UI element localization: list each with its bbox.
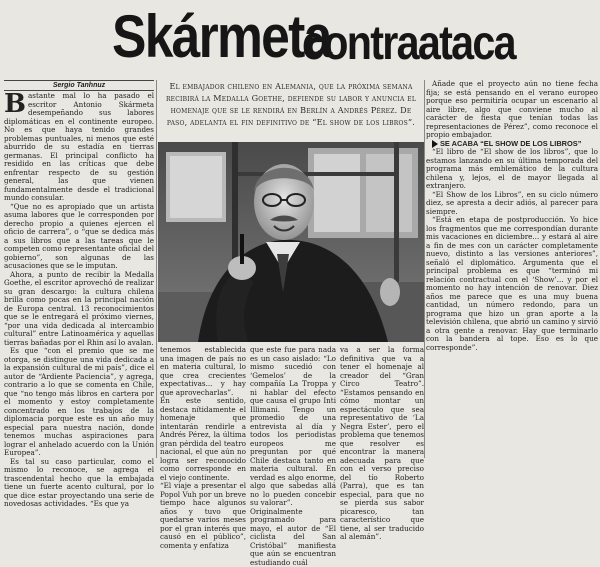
article-column-bottom-3: va a ser la forma definitiva que va a tener el homenaje al creador del “Gran Circo Teatro”. “Estamos pensando en cómo montar un espectáculo que sea representativo de ‘La Negra Ester’, pero el problema que tenemos que resolver es encontrar la manera adecuada para que con el verso preciso del tío Roberto (Parra), que es tan especial, para que no se pierda sus sabor picaresco, tan característico que tiene, al ser traducido al alemán”. (340, 345, 424, 541)
headline (112, 2, 582, 74)
article-column-3 (426, 80, 598, 458)
article-column-bottom-2: que este fue para nada es un caso aislado: “Lo mismo sucedió con ‘Gemelos’ de la compañía La Troppa y ni hablar del efecto que causa el grupo Inti Illimani. Tengo un promedio de una entrevista al día y todos los periodistas europeos me preguntan por qué Chile destaca tanto en materia cultural. En verdad es algo enorme, algo que sabedas allá no lo pueden concebir su valorar”. Originalmente programado para mayo, el autor de “El ciclista del San Cristóbal” manifiesta que aún se encuentran estudiando cuál (250, 345, 336, 567)
paragraph-2: “Que no es apropiado que un artista asuma labores que le corresponden por derecho propio a quienes ejercen el oficio de carrera”, o “que se dedica más a sus libros que a las tareas que le competen como representante oficial del gobierno”, son algunas de las acusaciones que se le imputan. (4, 201, 154, 270)
paragraph-3: Ahora, a punto de recibir la Medalla Goethe, el escritor aprovechó de realizar su gran descargo: la cultura chilena brilla como pocas en la principal nación de Europa central. 13 reconocimientos que se le entregará el próximo viernes, “por una vida dedicada al intercambio cultural” entre Latinoamérica y aquellas tierras bañadas por el Rhin así lo avalan. (4, 269, 154, 347)
headline-word-2: contraataca (302, 17, 515, 70)
section-subhead: SE ACABA “EL SHOW DE LOS LIBROS” (426, 140, 598, 149)
drop-cap: B (4, 89, 26, 119)
col3-paragraph-2: “El libro de “El show de los libros”, que lo estamos lanzando en su última temporada del programa más emblemático de la cultura chilena y, lejos, el de mayor llegada al extranjero. (426, 147, 598, 190)
photo-skarmeta (158, 142, 424, 342)
column-divider (156, 80, 157, 458)
paragraph-4: Es que “con el premio que se me otorga, se distingue una vida dedicada a la expansión cultural de mi país”, dice el autor de “Ardiente Paciencia”, y agrega, contrario a lo que se comenta en Chile, que “no tengo más libros en cartera por el momento y estoy completamente concentrado en los trabajos de la diplomacia porque este es un año muy especial para nuestra nación, donde tenemos muchas aspiraciones para lograr el anhelado acuerdo con la Unión Europea”. (4, 346, 154, 457)
column-divider (424, 80, 425, 458)
col3-paragraph-1: Añade que el proyecto aún no tiene fecha fija; se está pensando en el verano europeo porque eso permitiría ocupar un escenario al aire libre, algo que conviene mucho al carácter de fiesta que tenían todas las representaciones de Pérez”, como reconoce el propio embajador. (426, 79, 598, 139)
headline-word-1: Skármeta (112, 3, 331, 70)
article-column-1 (4, 89, 154, 508)
article-deck: El embajador chileno en Alemania, que la próxima semana recibirá la Medalla Goethe, defiende su labor y anuncia el homenaje que se le rendirá en Berlín a Andrés Pérez. De paso, adelanta el fin definitivo de “El show de los libros”. (165, 81, 417, 127)
byline: Sergio Tanhnuz (4, 80, 154, 91)
paragraph-1: Bastante mal lo ha pasado el escritor Antonio Skármeta desempeñando sus labores diplomáticas en el continente europeo. No es que haya tenido grandes problemas puntuales, ni menos que esté aburrido de su estadía en tierras germanas. El principal conflicto ha residido en las críticas que debe enfrentar respecto de su gestión general, las que vienen fundamentalmente desde el tradicional mundo consular. (4, 89, 154, 202)
col3-paragraph-3: “El Show de los Libros”, en su ciclo número diez, se apresta a decir adiós, al parecer para siempre. (426, 189, 598, 216)
paragraph-5: Es tal su caso particular, como el mismo lo reconoce, se agrega el trascendental hecho que la embajada tiene un fuerte acento cultural, por lo que dice estar proyectando una serie de novedosas actividades. “Es que ya (4, 456, 154, 508)
photo-illustration (158, 142, 424, 342)
article-column-bottom-1: tenemos establecida una imagen de país no en materia cultural, lo que crea crecientes expectativas... y hay que aprovecharlas”. En este sentido, destaca nítidamente el homenaje que intentarán rendirle a Andrés Pérez, la última gran pérdida del teatro nacional, el que aún no logra ser reconocido como corresponde en el viejo continente. “El viaje a presentar el Popol Vuh por un breve tiempo hace algunos años y tuvo que quedarse varios meses por el gran interés que causó en el público”, comenta y enfatiza (160, 345, 246, 550)
col3-paragraph-4: “Está en etapa de postproducción. Yo hice los fragmentos que me correspondían durante mis vacaciones en diciembre... y estará al aire a fin de mes con un carácter completamente nuevo, distinto a las versiones anteriores”, señaló el diplomático. Argumenta que el principal problema es que “terminó mi relación contractual con el ‘Show’... y por el momento no hay intención de renovar. Diez años me parece que es una muy buena cantidad, un número redondo, para un programa que hizo un gran aporte a la televisión chilena, que abrió un camino y sirvió a otra gente a renovar. Hay que terminarlo con la bandera al tope. Eso es lo que corresponde”. (426, 215, 598, 352)
